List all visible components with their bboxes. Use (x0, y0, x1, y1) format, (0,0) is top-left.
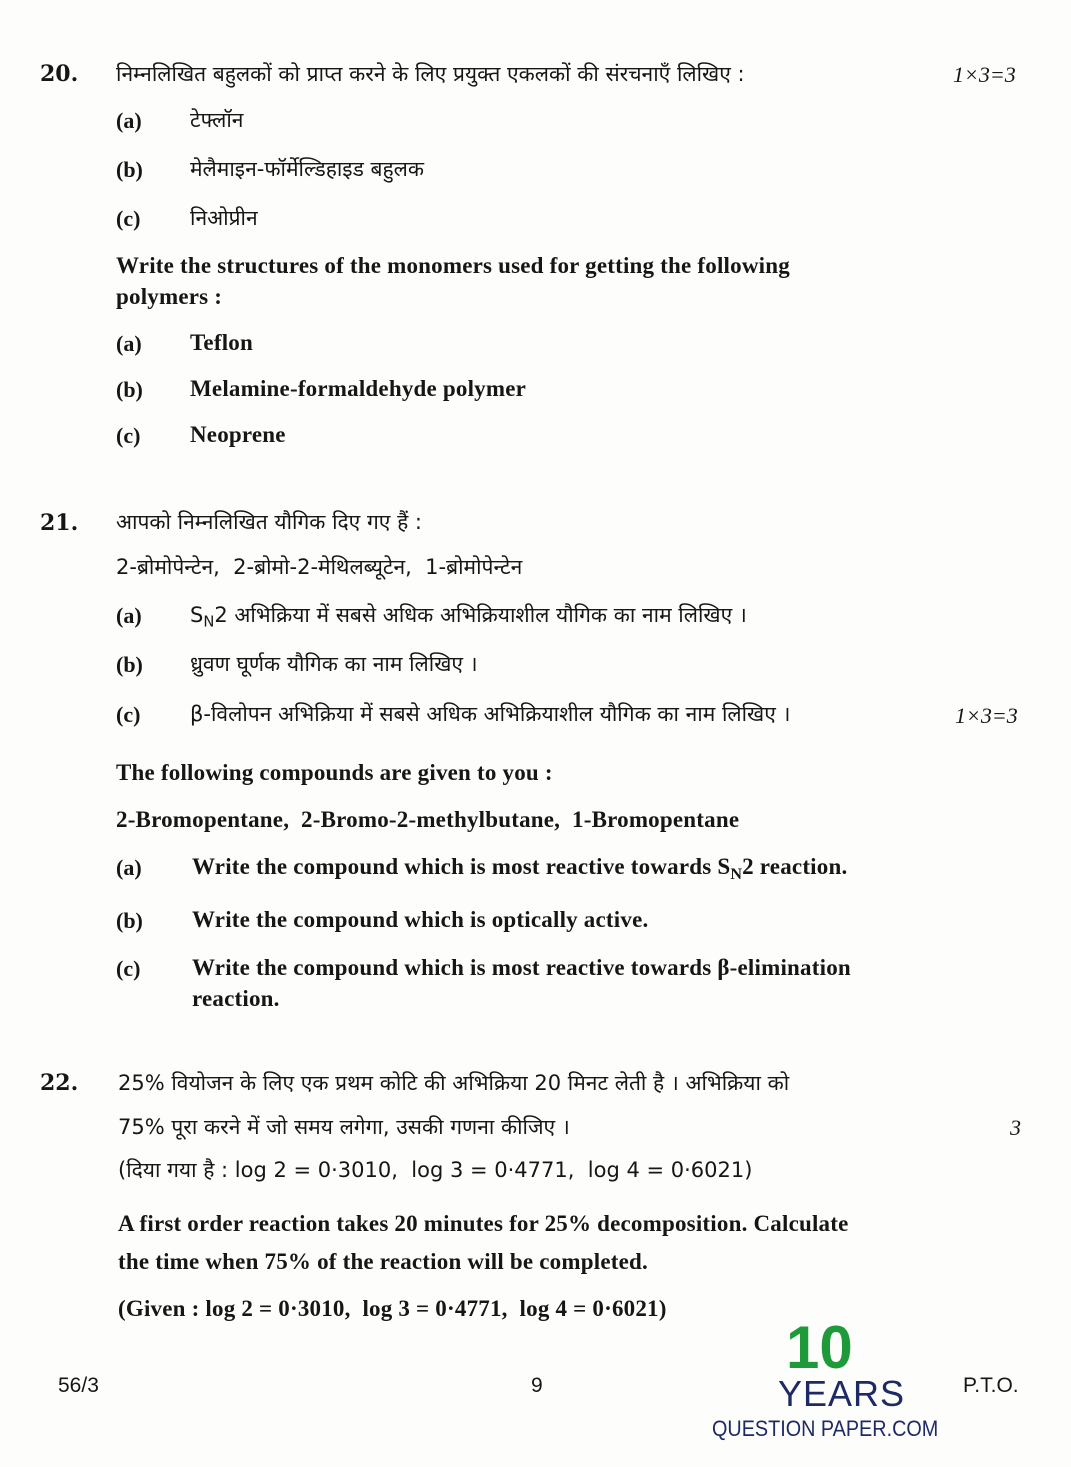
q22-hindi-given: (दिया गया है : log 2 = 0·3010, log 3 = 0·4771, log 4 = 0·6021) (118, 1158, 753, 1182)
question-20-number: 20. (40, 61, 79, 87)
q21-en-a-text (192, 854, 847, 884)
q21-en-c-text-line1: Write the compound which is most reactive towards β-elimination (192, 955, 851, 980)
paper-code: 56/3 (58, 1374, 99, 1397)
q20-en-b-text: Melamine-formaldehyde polymer (190, 376, 527, 401)
q20-hindi-question: निम्नलिखित बहुलकों को प्राप्त करने के लिए प्रयुक्त एकलकों की संरचनाएँ लिखिए : (116, 62, 745, 86)
q20-hi-a-label: (a) (116, 108, 142, 133)
q20-hi-c-label: (c) (116, 206, 141, 231)
watermark-site: QUESTION PAPER.COM (712, 1416, 939, 1441)
watermark-years: YEARS (778, 1373, 906, 1414)
q21-hi-a-label: (a) (116, 603, 142, 628)
q21-hi-a-text (190, 601, 747, 630)
q21-hindi-compounds: 2-ब्रोमोपेन्टेन, 2-ब्रोमो-2-मेथिलब्यूटेन, 1-ब्रोमोपेन्टेन (116, 555, 523, 579)
q21-hi-a-rest: 2 अभिक्रिया में सबसे अधिक अभिक्रियाशील यौगिक का नाम लिखिए । (214, 603, 747, 627)
question-22-number: 22. (40, 1070, 79, 1096)
q22-marks: 3 (1010, 1115, 1021, 1140)
q21-hi-c-label: (c) (116, 702, 141, 727)
q21-en-c-label: (c) (116, 956, 141, 981)
q20-en-c-text: Neoprene (190, 422, 286, 447)
q20-hi-b-text: मेलैमाइन-फॉर्मेल्डिहाइड बहुलक (190, 157, 425, 181)
q21-hi-c-text: β-विलोपन अभिक्रिया में सबसे अधिक अभिक्रियाशील यौगिक का नाम लिखिए । (190, 702, 791, 726)
q21-en-a-main: Write the compound which is most reactive towards S (192, 854, 731, 879)
q21-hi-a-sub: N (203, 613, 215, 631)
pto-label: P.T.O. (963, 1374, 1019, 1397)
q21-hindi-question: आपको निम्नलिखित यौगिक दिए गए हैं : (116, 510, 422, 534)
q21-en-question: The following compounds are given to you : (116, 760, 553, 785)
q21-en-a-post: 2 reaction. (742, 854, 848, 879)
q21-hi-a-s: S (190, 603, 204, 627)
q20-hi-a-text: टेफ्लॉन (190, 108, 244, 132)
q21-marks: 1×3=3 (955, 703, 1018, 728)
q20-en-b-label: (b) (116, 377, 143, 402)
q22-en-given: (Given : log 2 = 0·3010, log 3 = 0·4771, log 4 = 0·6021) (118, 1296, 667, 1321)
q21-en-compounds: 2-Bromopentane, 2-Bromo-2-methylbutane, 1-Bromopentane (116, 807, 740, 832)
q21-hi-b-label: (b) (116, 652, 143, 677)
q20-en-a-label: (a) (116, 331, 142, 356)
watermark-logo (712, 1314, 962, 1448)
q21-en-b-text: Write the compound which is optically active. (192, 907, 649, 932)
q21-en-c-text-line2: reaction. (192, 986, 280, 1011)
page-number: 9 (531, 1374, 543, 1397)
q22-en-line2: the time when 75% of the reaction will be completed. (118, 1249, 648, 1274)
q20-marks: 1×3=3 (953, 62, 1016, 87)
watermark-number: 10 (786, 1314, 853, 1381)
q20-en-a-text: Teflon (190, 330, 253, 355)
q21-en-b-label: (b) (116, 908, 143, 933)
q21-en-a-sub: N (730, 865, 743, 883)
q20-hi-c-text: निओप्रीन (190, 206, 258, 230)
q22-hindi-line2: 75% पूरा करने में जो समय लगेगा, उसकी गणना कीजिए । (118, 1115, 570, 1139)
q21-en-a-label: (a) (116, 855, 142, 880)
q21-hi-b-text: ध्रुवण घूर्णक यौगिक का नाम लिखिए । (190, 652, 478, 676)
q20-en-question-line1: Write the structures of the monomers used for getting the following (116, 253, 790, 278)
q20-en-c-label: (c) (116, 423, 141, 448)
q20-hi-b-label: (b) (116, 157, 143, 182)
q22-hindi-line1: 25% वियोजन के लिए एक प्रथम कोटि की अभिक्रिया 20 मिनट लेती है । अभिक्रिया को (118, 1071, 790, 1095)
q22-en-line1: A first order reaction takes 20 minutes for 25% decomposition. Calculate (118, 1211, 849, 1236)
question-21-number: 21. (40, 510, 79, 536)
q20-en-question-line2: polymers : (116, 284, 223, 309)
